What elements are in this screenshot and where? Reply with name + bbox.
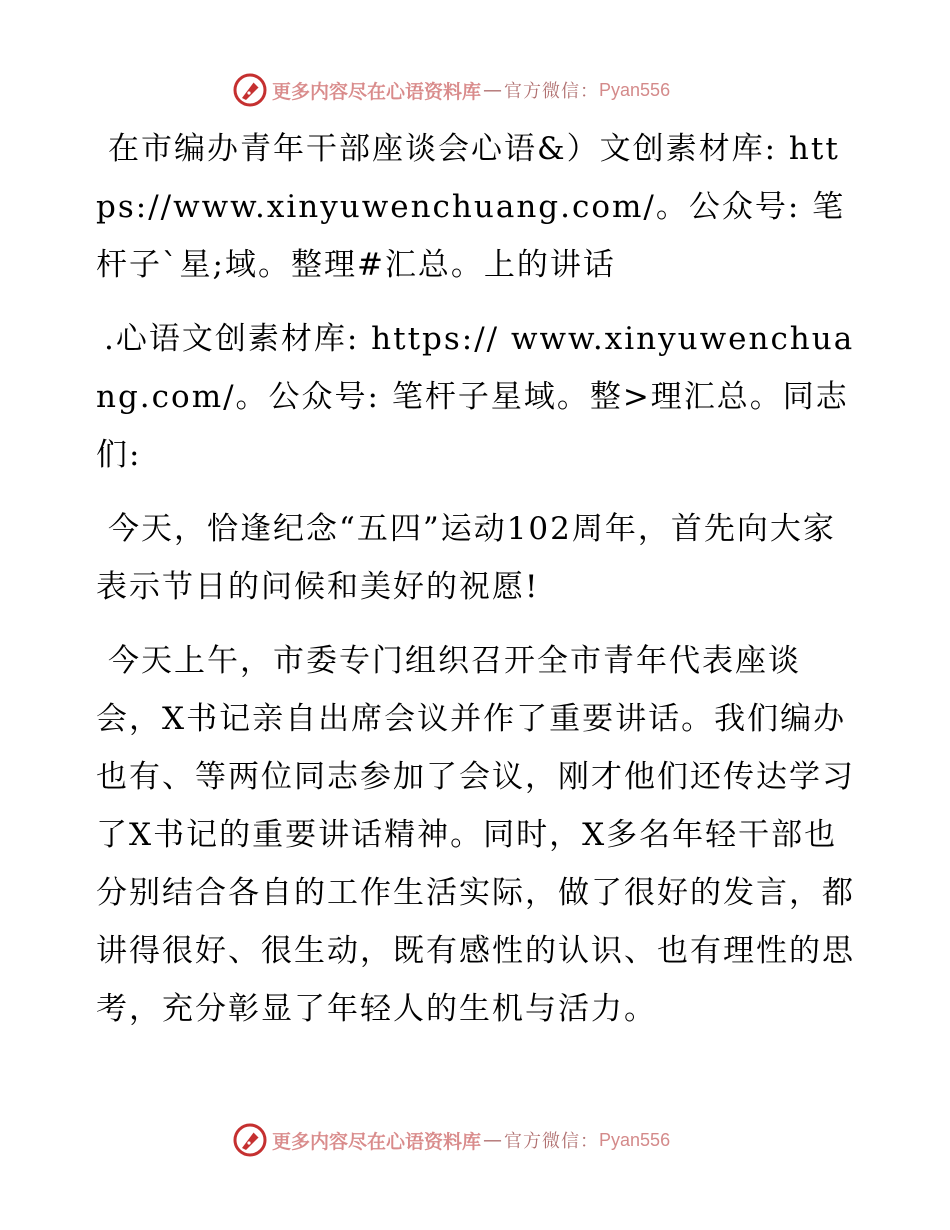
header-banner-separator: —: [483, 79, 503, 101]
footer-banner-main: 更多内容尽在心语资料库: [272, 1130, 482, 1153]
footer-banner: [232, 1120, 752, 1160]
header-banner-id: Pyan556: [599, 79, 671, 100]
pen-nib-logo-icon: [232, 72, 268, 108]
paragraph-title: 在市编办青年干部座谈会心语&）文创素材库: https://www.xinyuwenchuang.com/。公众号: 笔杆子`星;域。整理#汇总。上的讲话: [96, 131, 846, 283]
paragraph-source-greeting: .心语文创素材库: https:// www.xinyuwenchuang.com/。公众号: 笔杆子星域。整>理汇总。同志们:: [96, 321, 855, 473]
footer-banner-id: Pyan556: [599, 1129, 671, 1150]
document-body: [96, 120, 856, 1054]
footer-banner-sub: 官方微信：: [504, 1131, 600, 1152]
header-banner-sub: 官方微信：: [504, 81, 600, 102]
paragraph-opening: 今天，恰逢纪念“五四”运动102周年，首先向大家表示节日的问候和美好的祝愿!: [96, 511, 836, 605]
header-banner: [232, 70, 752, 110]
pen-nib-logo-icon: [232, 1122, 268, 1158]
paragraph-meeting-summary: 今天上午，市委专门组织召开全市青年代表座谈会，X书记亲自出席会议并作了重要讲话。我们编办也有、等两位同志参加了会议，刚才他们还传达学习了X书记的重要讲话精神。同时，X多名年轻干部也分别结合各自的工作生活实际，做了很好的发言，都讲得很好、很生动，既有感性的认识、也有理性的思考，充分彰显了年轻人的生机与活力。: [96, 643, 855, 1027]
footer-banner-separator: —: [483, 1129, 503, 1151]
header-banner-main: 更多内容尽在心语资料库: [272, 80, 482, 103]
